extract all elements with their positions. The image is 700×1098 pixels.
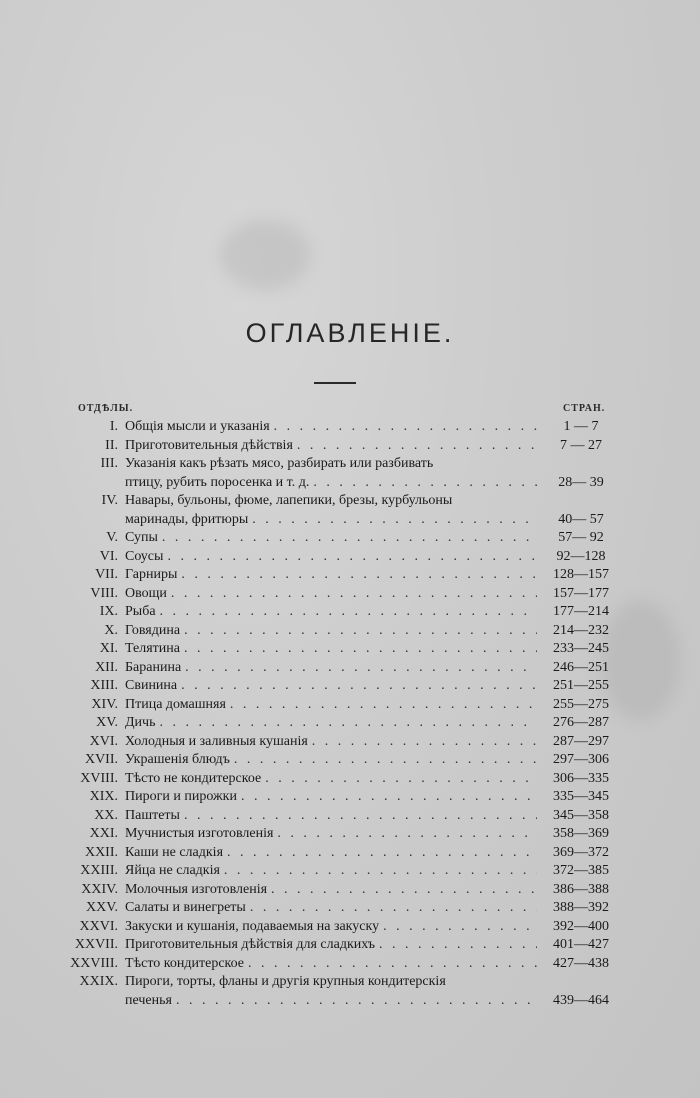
toc-entry — [0, 918, 700, 937]
sections-column-header: ОТДѢЛЫ. — [78, 403, 134, 414]
toc-entry-number: XIV. — [91, 696, 118, 712]
toc-entry — [0, 844, 700, 863]
toc-entry — [0, 603, 700, 622]
toc-entry — [0, 437, 700, 456]
pages-column-header: СТРАН. — [563, 403, 606, 414]
dot-leader — [271, 881, 537, 900]
toc-entry-pages: 306—335 — [553, 770, 609, 786]
toc-entry-number: VI. — [99, 548, 118, 564]
toc-entry-number: XXV. — [85, 900, 118, 915]
toc-entry-title: Украшенія блюдъ — [125, 752, 230, 767]
dot-leader — [162, 529, 537, 548]
toc-entry-pages: 1 — 7 — [563, 419, 599, 434]
dot-leader — [230, 696, 537, 715]
dot-leader — [248, 955, 537, 974]
toc-entry-number: XI. — [99, 641, 118, 656]
toc-entry-number: XX. — [94, 807, 118, 823]
toc-entry-pages: 246—251 — [553, 659, 609, 675]
toc-entry-title: Навары, бульоны, фюме, лапепики, брезы, курбульоны — [125, 493, 453, 508]
toc-entry — [0, 455, 700, 492]
dot-leader — [160, 603, 537, 622]
dot-leader — [274, 418, 537, 437]
toc-entry-pages: 128—157 — [553, 567, 609, 582]
table-of-contents — [0, 418, 700, 1010]
toc-entry-title: печенья — [125, 992, 172, 1008]
toc-entry — [0, 973, 700, 1010]
toc-entry-title: Супы — [125, 530, 158, 545]
toc-entry-pages: 177—214 — [553, 604, 609, 619]
toc-entry — [0, 936, 700, 955]
toc-entry-number: XVI. — [89, 733, 118, 749]
toc-entry-number: XII. — [95, 659, 118, 675]
toc-entry-pages: 7 — 27 — [560, 437, 602, 453]
toc-entry-pages: 276—287 — [553, 715, 609, 730]
toc-entry — [0, 825, 700, 844]
toc-entry-title: Закуски и кушанія, подаваемыя на закуску — [125, 918, 380, 934]
dot-leader — [312, 733, 537, 752]
dot-leader — [277, 825, 537, 844]
toc-entry-title: Пироги и пирожки — [125, 789, 237, 804]
toc-entry-pages: 358—369 — [553, 826, 609, 841]
toc-entry-number: III. — [100, 456, 118, 471]
toc-entry-number: II. — [105, 437, 118, 453]
page-title: ОГЛАВЛЕНІЕ. — [245, 318, 455, 348]
dot-leader — [227, 844, 537, 863]
toc-entry — [0, 899, 700, 918]
toc-entry-title: Паштеты — [125, 807, 180, 823]
toc-entry-pages: 28— 39 — [558, 474, 604, 490]
toc-entry — [0, 862, 700, 881]
toc-entry — [0, 677, 700, 696]
toc-entry-pages: 439—464 — [553, 992, 609, 1008]
toc-entry-title: Гарниры — [125, 567, 178, 582]
toc-entry-number: XXVII. — [74, 937, 118, 952]
toc-entry-number: IX. — [99, 604, 118, 619]
toc-entry-number: XXVIII. — [70, 955, 118, 971]
toc-entry — [0, 788, 700, 807]
toc-entry — [0, 418, 700, 437]
toc-entry — [0, 733, 700, 752]
toc-entry-number: XXVI. — [79, 918, 118, 934]
toc-entry-pages: 369—372 — [553, 844, 609, 860]
toc-entry-pages: 388—392 — [553, 900, 609, 915]
toc-entry-pages: 372—385 — [553, 863, 609, 878]
dot-leader — [250, 899, 537, 918]
dot-leader — [297, 437, 537, 456]
toc-entry-title: Указанія какъ рѣзать мясо, разбирать или разбивать — [125, 456, 434, 471]
toc-entry — [0, 529, 700, 548]
dot-leader — [184, 622, 537, 641]
toc-entry-pages: 401—427 — [553, 937, 609, 952]
toc-entry-title: Птица домашняя — [125, 696, 226, 712]
toc-entry-title: Свинина — [125, 678, 178, 693]
toc-entry-number: XVII. — [84, 752, 118, 767]
toc-entry-pages: 233—245 — [553, 641, 609, 656]
toc-entry-title: Общія мысли и указанія — [125, 419, 270, 434]
toc-entry — [0, 622, 700, 641]
toc-entry-pages: 157—177 — [553, 585, 609, 601]
toc-entry-number: XXI. — [89, 826, 118, 841]
toc-entry-title: Телятина — [125, 641, 180, 656]
toc-entry-pages: 40— 57 — [558, 511, 604, 527]
toc-entry-pages: 297—306 — [553, 752, 609, 767]
toc-entry-number: XV. — [96, 715, 118, 730]
dot-leader — [241, 788, 537, 807]
toc-entry-number: VII. — [95, 567, 118, 582]
toc-entry-title: Приготовительныя дѣйствія для сладкихъ — [125, 937, 375, 952]
toc-entry-title: Баранина — [125, 659, 182, 675]
toc-entry-pages: 214—232 — [553, 622, 609, 638]
dot-leader — [185, 659, 537, 678]
toc-entry-title: Дичь — [125, 715, 156, 730]
toc-entry-number: XIII. — [90, 678, 118, 693]
toc-entry — [0, 770, 700, 789]
dot-leader — [184, 807, 537, 826]
toc-entry-pages: 287—297 — [553, 733, 609, 749]
toc-entry — [0, 751, 700, 770]
dot-leader — [265, 770, 537, 789]
toc-entry-number: V. — [106, 530, 118, 545]
dot-leader — [383, 918, 537, 937]
toc-entry — [0, 566, 700, 585]
toc-entry-title: Тѣсто не кондитерское — [125, 770, 262, 786]
paper-stain — [220, 220, 310, 290]
dot-leader — [313, 474, 537, 493]
toc-entry — [0, 807, 700, 826]
toc-entry-title: Соусы — [125, 548, 164, 564]
toc-entry-title: Рыба — [125, 604, 156, 619]
toc-entry-title: Пироги, торты, фланы и другія крупныя кондитерскія — [125, 974, 446, 989]
toc-entry-title: Мучнистыя изготовленія — [125, 826, 274, 841]
toc-entry-title: Приготовительныя дѣйствія — [125, 437, 293, 453]
dot-leader — [176, 992, 537, 1011]
toc-entry-title: Говядина — [125, 622, 181, 638]
toc-entry-pages: 427—438 — [553, 955, 609, 971]
toc-entry-title: Яйца не сладкія — [125, 863, 220, 878]
toc-entry-pages: 335—345 — [553, 789, 609, 804]
toc-entry-title: Тѣсто кондитерское — [125, 955, 245, 971]
toc-entry — [0, 640, 700, 659]
toc-entry-title: маринады, фритюры — [125, 511, 249, 527]
dot-leader — [181, 677, 537, 696]
toc-entry — [0, 881, 700, 900]
toc-entry-number: XXII. — [84, 844, 118, 860]
dot-leader — [224, 862, 537, 881]
toc-entry-title: Овощи — [125, 585, 167, 601]
toc-entry-title: Салаты и винегреты — [125, 900, 246, 915]
toc-entry-number: IV. — [101, 493, 118, 508]
toc-entry-title: Каши не сладкія — [125, 844, 224, 860]
toc-entry-title: Молочныя изготовленія — [125, 881, 268, 897]
toc-entry-number: I. — [109, 419, 118, 434]
toc-entry — [0, 659, 700, 678]
toc-entry-number: VIII. — [90, 585, 118, 601]
dot-leader — [181, 566, 537, 585]
toc-entry-pages: 255—275 — [553, 696, 609, 712]
toc-entry-pages: 345—358 — [553, 807, 609, 823]
title-divider — [314, 382, 356, 384]
toc-entry-pages: 92—128 — [556, 548, 606, 564]
dot-leader — [184, 640, 537, 659]
dot-leader — [159, 714, 537, 733]
toc-entry — [0, 548, 700, 567]
toc-entry — [0, 696, 700, 715]
toc-entry-pages: 392—400 — [553, 918, 609, 934]
dot-leader — [171, 585, 537, 604]
toc-entry — [0, 492, 700, 529]
dot-leader — [379, 936, 537, 955]
toc-entry-number: XXIX. — [79, 974, 118, 989]
dot-leader — [234, 751, 537, 770]
toc-entry-number: XXIII. — [80, 863, 118, 878]
toc-entry — [0, 955, 700, 974]
toc-entry-number: XXIV. — [81, 881, 118, 897]
toc-entry-pages: 57— 92 — [558, 530, 604, 545]
toc-entry — [0, 714, 700, 733]
toc-entry-number: X. — [104, 622, 118, 638]
dot-leader — [167, 548, 537, 567]
toc-entry-title: птицу, рубить поросенка и т. д. — [125, 474, 310, 490]
toc-entry — [0, 585, 700, 604]
toc-entry-number: XIX. — [89, 789, 118, 804]
dot-leader — [252, 511, 537, 530]
toc-entry-title: Холодныя и заливныя кушанія — [125, 733, 308, 749]
toc-entry-number: XVIII. — [80, 770, 118, 786]
toc-entry-pages: 386—388 — [553, 881, 609, 897]
toc-entry-pages: 251—255 — [553, 678, 609, 693]
